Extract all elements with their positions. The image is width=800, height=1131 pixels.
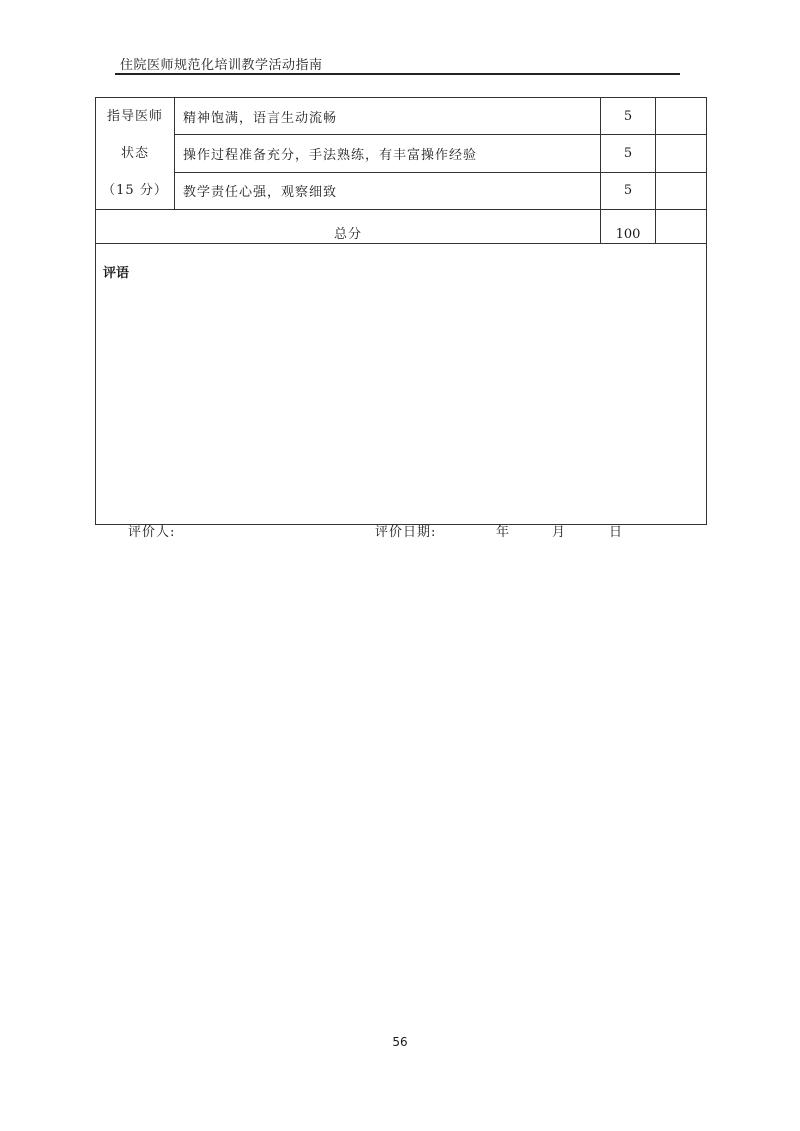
criteria-item: 教学责任心强，观察细致 xyxy=(175,172,601,209)
actual-score-field[interactable] xyxy=(656,172,707,209)
category-line-3: （15 分） xyxy=(102,183,168,198)
actual-score-field[interactable] xyxy=(656,98,707,135)
day-label: 日 xyxy=(609,525,624,540)
category-line-1: 指导医师 xyxy=(106,109,163,124)
table-row xyxy=(96,172,707,209)
evaluator-label: 评价人: xyxy=(128,525,176,540)
total-actual-score-field[interactable] xyxy=(656,210,707,244)
remarks-row xyxy=(96,244,707,525)
page-number: 56 xyxy=(392,1035,408,1049)
criteria-item: 操作过程准备充分，手法熟练，有丰富操作经验 xyxy=(175,135,601,172)
page-header-title: 住院医师规范化培训教学活动指南 xyxy=(120,58,323,73)
criteria-item: 精神饱满，语言生动流畅 xyxy=(175,98,601,135)
remarks-field[interactable] xyxy=(96,244,707,525)
max-score: 5 xyxy=(601,98,656,135)
year-label: 年 xyxy=(496,525,511,540)
evaluation-table xyxy=(95,97,707,525)
max-score: 5 xyxy=(601,135,656,172)
month-label: 月 xyxy=(552,525,567,540)
category-cell xyxy=(96,98,175,210)
total-label: 总分 xyxy=(96,210,601,244)
max-score: 5 xyxy=(601,172,656,209)
table-row xyxy=(96,98,707,135)
evaluation-date-label: 评价日期: xyxy=(375,525,437,540)
header-divider xyxy=(115,73,680,75)
remarks-label: 评语 xyxy=(103,266,130,281)
total-max-score: 100 xyxy=(601,210,656,244)
category-line-2: 状态 xyxy=(120,146,149,161)
actual-score-field[interactable] xyxy=(656,135,707,172)
table-row xyxy=(96,135,707,172)
total-row xyxy=(96,210,707,244)
